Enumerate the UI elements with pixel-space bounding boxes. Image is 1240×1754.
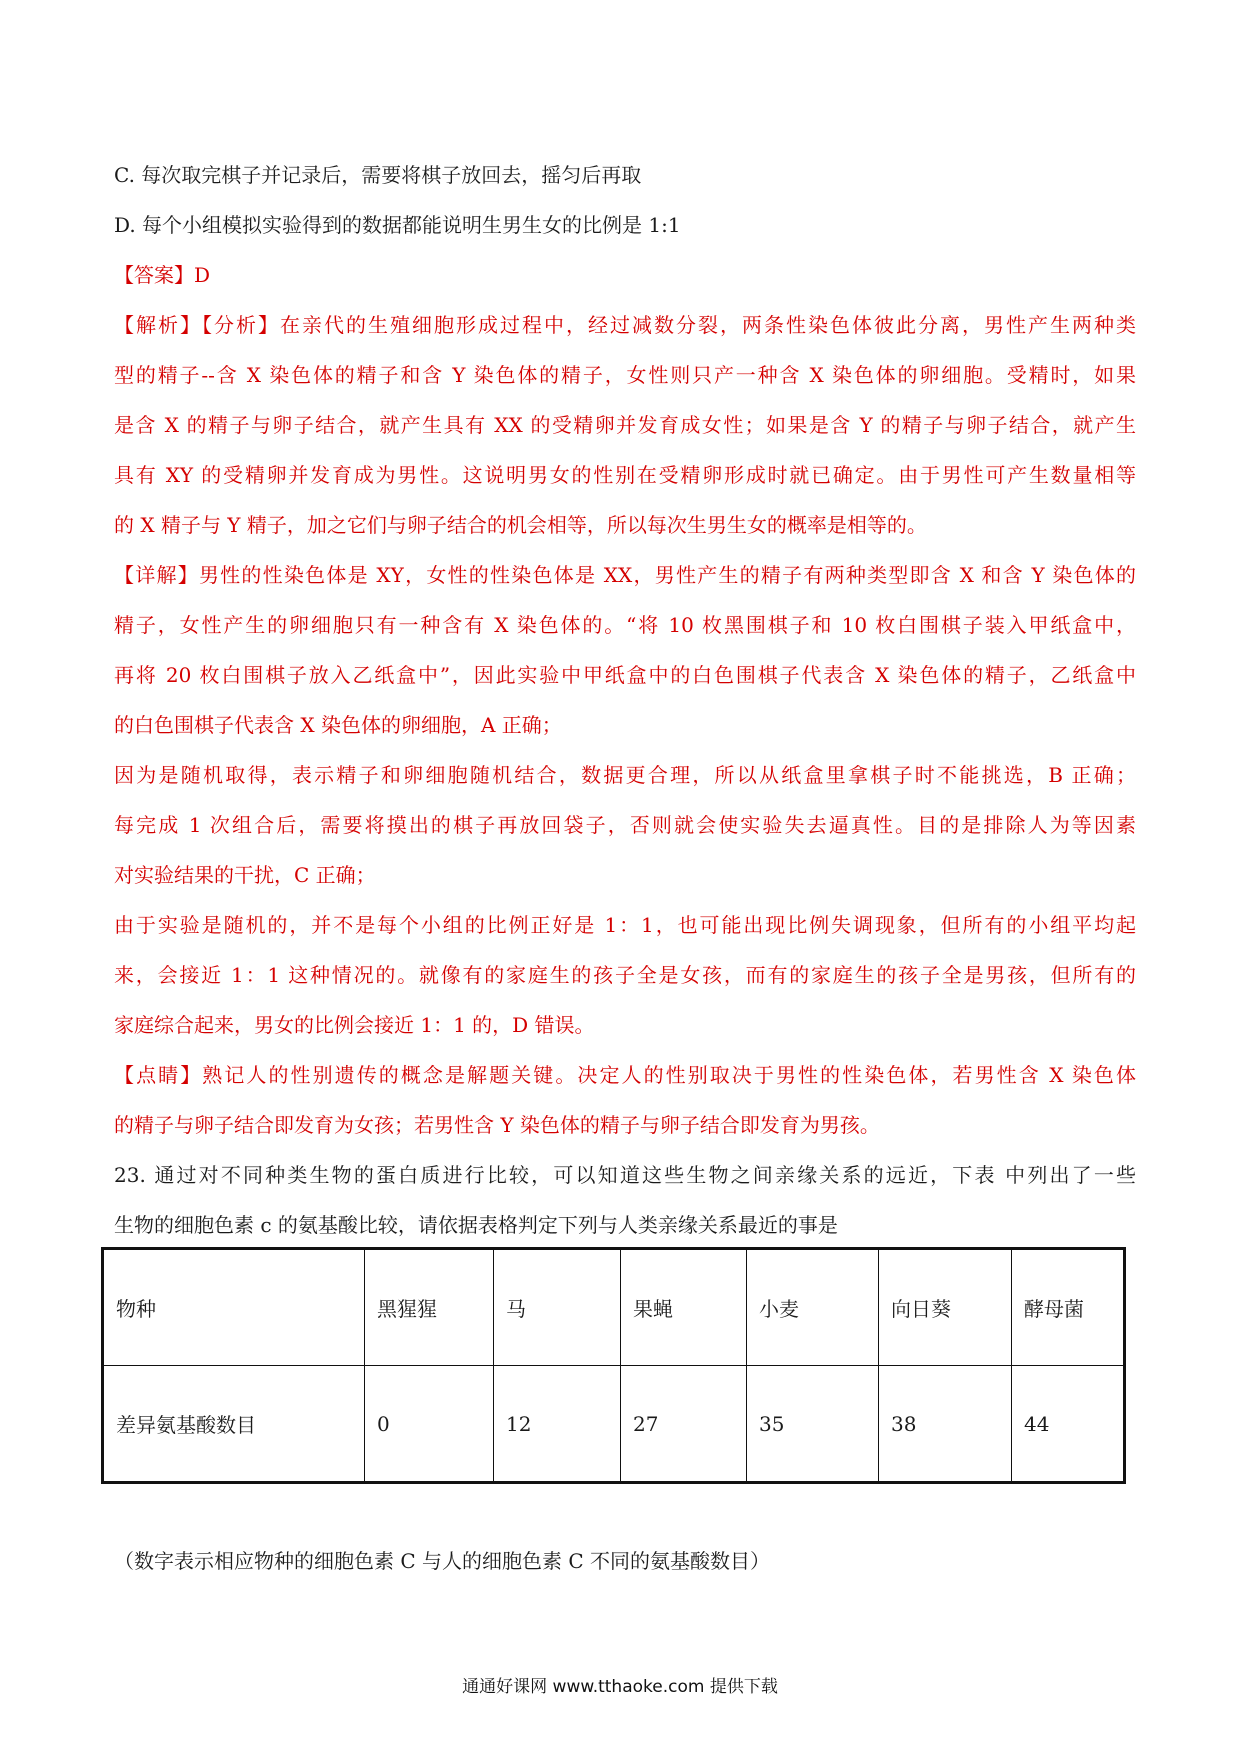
- table-cell: 果蝇: [621, 1249, 747, 1366]
- table-cell: 马: [494, 1249, 621, 1366]
- table-cell: 黑猩猩: [365, 1249, 494, 1366]
- document-body: [114, 150, 1136, 1250]
- table-cell: 0: [365, 1366, 494, 1483]
- analysis-section: [114, 300, 1136, 550]
- table-cell: 12: [494, 1366, 621, 1483]
- detail-line: 的白色围棋子代表含 X 染色体的卵细胞，A 正确；: [114, 713, 562, 737]
- detail-line: 家庭综合起来，男女的比例会接近 1：1 的，D 错误。: [114, 1013, 595, 1037]
- table-cell: 差异氨基酸数目: [103, 1366, 365, 1483]
- detail-line: 精子，女性产生的卵细胞只有一种含有 X 染色体的。“将 10 枚黑围棋子和 10 枚白围棋子装入甲纸盒中，: [114, 613, 1136, 637]
- amino-acid-table: [101, 1247, 1126, 1484]
- question-23: [114, 1150, 1136, 1250]
- table-cell: 27: [621, 1366, 747, 1483]
- table-cell: 小麦: [747, 1249, 879, 1366]
- comment-line: 的精子与卵子结合即发育为女孩；若男性含 Y 染色体的精子与卵子结合即发育为男孩。: [114, 1113, 880, 1137]
- table-cell: 38: [879, 1366, 1012, 1483]
- detail-line: 再将 20 枚白围棋子放入乙纸盒中”，因此实验中甲纸盒中的白色围棋子代表含 X 染色体的精子，乙纸盒中: [114, 663, 1136, 687]
- detail-section: [114, 550, 1136, 1050]
- question-line: 23. 通过对不同种类生物的蛋白质进行比较，可以知道这些生物之间亲缘关系的远近，下表 中列出了一些: [114, 1163, 1136, 1187]
- detail-line: 由于实验是随机的，并不是每个小组的比例正好是 1：1，也可能出现比例失调现象，但所有的小组平均起: [114, 913, 1136, 937]
- detail-line: 每完成 1 次组合后，需要将摸出的棋子再放回袋子，否则就会使实验失去逼真性。目的是排除人为等因素: [114, 813, 1136, 837]
- option-d: D. 每个小组模拟实验得到的数据都能说明生男生女的比例是 1:1: [114, 213, 681, 237]
- page-footer: 通通好课网 www.tthaoke.com 提供下载: [462, 1677, 778, 1697]
- table-cell: 35: [747, 1366, 879, 1483]
- analysis-line: 【解析】【分析】在亲代的生殖细胞形成过程中，经过减数分裂，两条性染色体彼此分离，男性产生两种类: [114, 313, 1136, 337]
- option-c: C. 每次取完棋子并记录后，需要将棋子放回去，摇匀后再取: [114, 163, 642, 187]
- question-line: 生物的细胞色素 c 的氨基酸比较，请依据表格判定下列与人类亲缘关系最近的事是: [114, 1213, 838, 1237]
- analysis-line: 的 X 精子与 Y 精子，加之它们与卵子结合的机会相等，所以每次生男生女的概率是相等的。: [114, 513, 927, 537]
- answer-tag: 【答案】: [114, 263, 194, 287]
- comment-tag: 【点睛】: [114, 1063, 203, 1087]
- table-cell: 物种: [103, 1249, 365, 1366]
- table-row: [103, 1366, 1125, 1483]
- comment-section: [114, 1050, 1136, 1150]
- table-cell: 向日葵: [879, 1249, 1012, 1366]
- answer-line: [114, 250, 1136, 300]
- analysis-line: 是含 X 的精子与卵子结合，就产生具有 XX 的受精卵并发育成女性；如果是含 Y 的精子与卵子结合，就产生: [114, 413, 1136, 437]
- comment-line: 【点睛】熟记人的性别遗传的概念是解题关键。决定人的性别取决于男性的性染色体，若男性含 X 染色体: [114, 1063, 1136, 1087]
- table-note: （数字表示相应物种的细胞色素 C 与人的细胞色素 C 不同的氨基酸数目）: [114, 1549, 771, 1573]
- answer-value: D: [194, 263, 211, 287]
- analysis-line: 具有 XY 的受精卵并发育成为男性。这说明男女的性别在受精卵形成时就已确定。由于男性可产生数量相等: [114, 463, 1136, 487]
- detail-tag: 【详解】: [114, 563, 199, 587]
- detail-line: 因为是随机取得，表示精子和卵细胞随机结合，数据更合理，所以从纸盒里拿棋子时不能挑选，B 正确；: [114, 763, 1136, 787]
- analysis-tag: 【解析】【分析】: [114, 313, 280, 337]
- table-cell: 44: [1012, 1366, 1125, 1483]
- detail-line: 对实验结果的干扰，C 正确；: [114, 863, 376, 887]
- table-header-row: [103, 1249, 1125, 1366]
- detail-line: 来，会接近 1：1 这种情况的。就像有的家庭生的孩子全是女孩，而有的家庭生的孩子全是男孩，但所有的: [114, 963, 1136, 987]
- table-cell: 酵母菌: [1012, 1249, 1125, 1366]
- analysis-line: 型的精子--含 X 染色体的精子和含 Y 染色体的精子，女性则只产一种含 X 染色体的卵细胞。受精时，如果: [114, 363, 1136, 387]
- detail-line: 【详解】男性的性染色体是 XY，女性的性染色体是 XX，男性产生的精子有两种类型即含 X 和含 Y 染色体的: [114, 563, 1136, 587]
